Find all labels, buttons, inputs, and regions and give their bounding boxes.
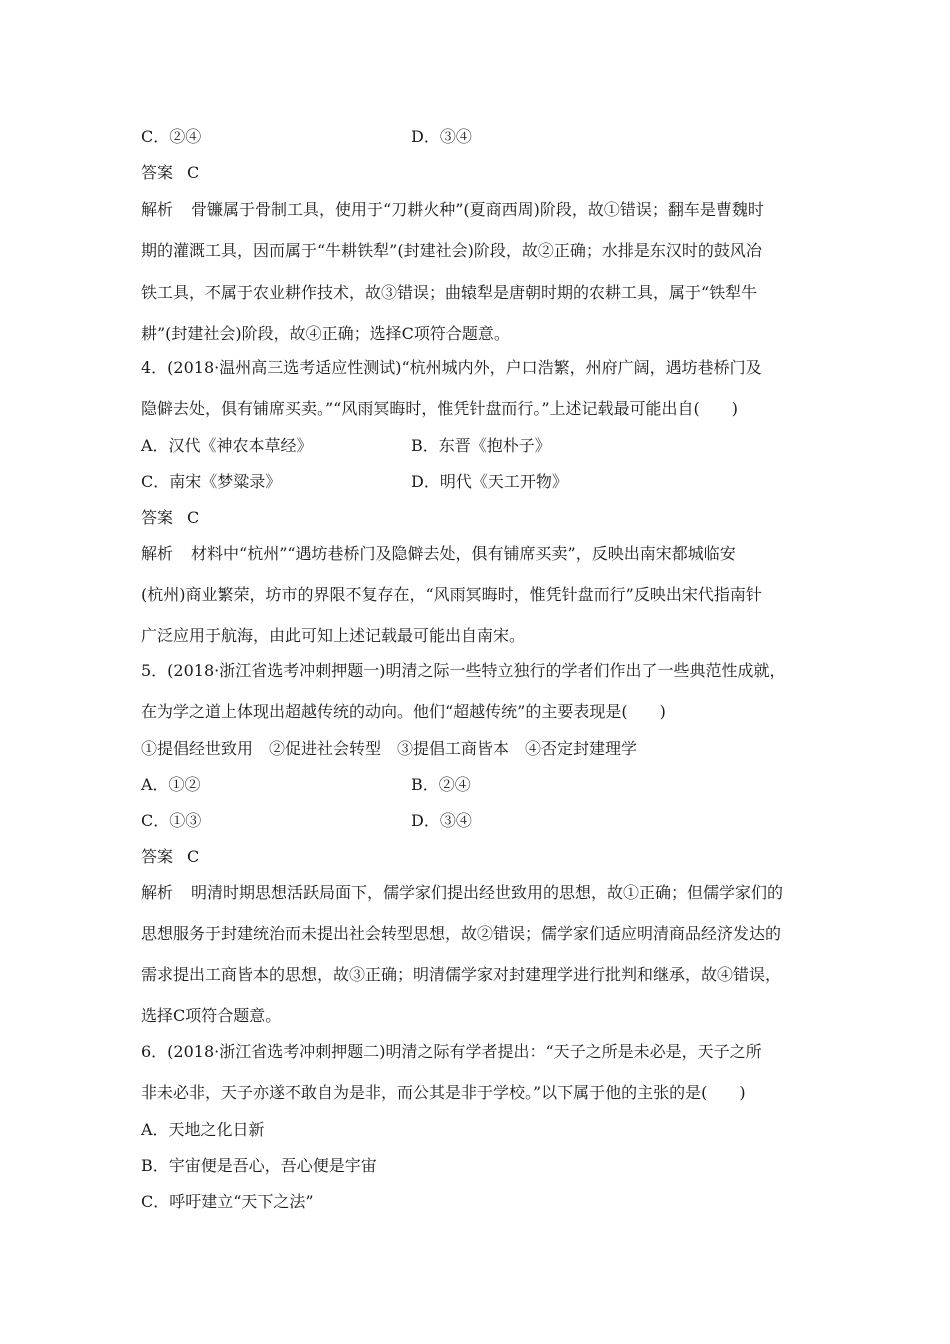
q4-analysis-line: (杭州)商业繁荣，坊市的界限不复存在，“风雨冥晦时，惟凭针盘而行”反映出宋代指南针 [141,585,762,604]
q4-option-c: C．南宋《梦粱录》 [141,472,282,491]
q4-stem-line: 隐僻去处，俱有铺席买卖。”“风雨冥晦时，惟凭针盘而行。”上述记载最可能出自( ) [141,399,739,418]
q4-answer [141,507,199,529]
q5-answer [141,846,199,868]
q4-stem-line: 4．(2018·温州高三选考适应性测试)“杭州城内外，户口浩繁，州府广阔，遇坊巷桥门及 [141,358,762,377]
q5-option-c: C．①③ [141,811,202,830]
q3-analysis-line: 耕”(封建社会)阶段，故④正确；选择C项符合题意。 [141,324,510,343]
q5-stem-line: 5．(2018·浙江省选考冲刺押题一)明清之际一些特立独行的学者们作出了一些典范性成就， [141,661,786,680]
q5-option-b: B．②④ [411,775,471,794]
answer-label: 答案 [141,163,174,182]
analysis-text: 明清时期思想活跃局面下，儒学家们提出经世致用的思想，故①正确；但儒学家们的 [191,883,784,902]
q5-option-a: A．①② [141,775,201,794]
q5-stem-line: 在为学之道上体现出超越传统的动向。他们“超越传统”的主要表现是( ) [141,702,666,721]
analysis-text: 材料中“杭州”“遇坊巷桥门及隐僻去处，俱有铺席买卖”，反映出南宋都城临安 [191,544,736,563]
analysis-label: 解析 [141,544,174,563]
answer-value: C [187,508,200,527]
q4-option-a: A．汉代《神农本草经》 [141,436,313,455]
q5-option-d: D．③④ [411,811,472,830]
analysis-label: 解析 [141,883,174,902]
answer-value: C [187,163,200,182]
q4-option-b: B．东晋《抱朴子》 [411,436,551,455]
q4-option-d: D．明代《天工开物》 [411,472,568,491]
q6-option-a: A．天地之化日新 [141,1120,265,1139]
q6-stem-line: 非未必非，天子亦遂不敢自为是非，而公其是非于学校。”以下属于他的主张的是( ) [141,1083,746,1102]
q5-analysis-line: 思想服务于封建统治而未提出社会转型思想，故②错误；儒学家们适应明清商品经济发达的 [141,924,782,943]
q5-analysis-line: 需求提出工商皆本的思想，故③正确；明清儒学家对封建理学进行批判和继承，故④错误， [141,965,782,984]
q6-option-c: C．呼吁建立“天下之法” [141,1192,314,1211]
q4-analysis-line [141,543,736,565]
q3-option-c: C．②④ [141,127,202,146]
answer-value: C [187,847,200,866]
answer-label: 答案 [141,847,174,866]
q5-items: ①提倡经世致用 ②促进社会转型 ③提倡工商皆本 ④否定封建理学 [141,739,638,758]
analysis-text: 骨镰属于骨制工具，使用于“刀耕火种”(夏商西周)阶段，故①错误；翻车是曹魏时 [191,200,764,219]
q3-option-d: D．③④ [411,127,472,146]
q5-analysis-line [141,882,783,904]
q3-analysis-line: 期的灌溉工具，因而属于“牛耕铁犁”(封建社会)阶段，故②正确；水排是东汉时的鼓风冶 [141,241,762,260]
q4-analysis-line: 广泛应用于航海，由此可知上述记载最可能出自南宋。 [141,626,526,645]
q6-stem-line: 6．(2018·浙江省选考冲刺押题二)明清之际有学者提出：“天子之所是未必是，天子之所 [141,1042,762,1061]
q5-analysis-line: 选择C项符合题意。 [141,1006,282,1025]
q6-option-b: B．宇宙便是吾心，吾心便是宇宙 [141,1156,377,1175]
q3-analysis-line: 铁工具，不属于农业耕作技术，故③错误；曲辕犁是唐朝时期的农耕工具，属于“铁犁牛 [141,283,758,302]
analysis-label: 解析 [141,200,174,219]
q3-analysis-line [141,199,764,221]
q3-answer [141,162,199,184]
answer-label: 答案 [141,508,174,527]
